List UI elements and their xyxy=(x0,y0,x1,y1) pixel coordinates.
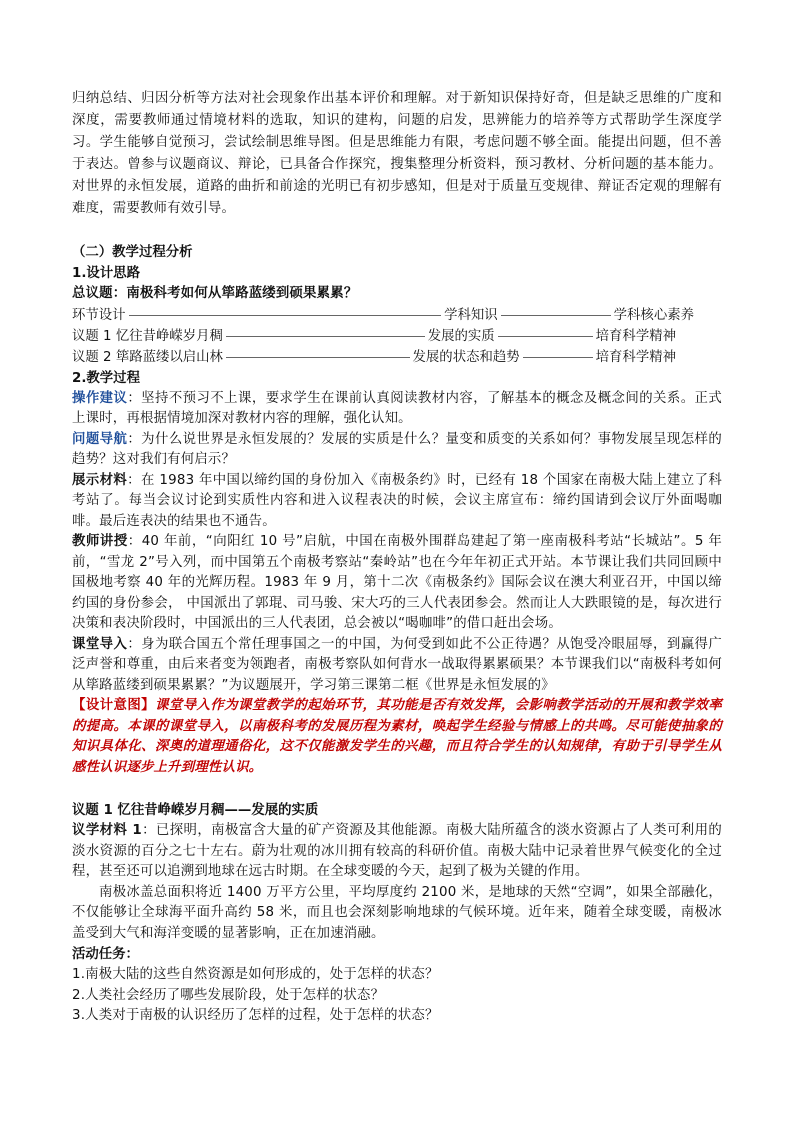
material-1 xyxy=(72,821,722,883)
design-intent-text: 课堂导入作为课堂教学的起始环节，其功能是否有效发挥，会影响教学活动的开展和教学效率的提高。本课的课堂导入，以南极科考的发展历程为素材，唤起学生经验与情感上的共鸣。尽可能使抽象的知识具体化、深奥的道理通俗化，这不仅能激发学生的兴趣，而且符合学生的认知规律，有助于引导学生从感性认识逐步上升到理性认识。 xyxy=(72,698,722,775)
dash-line xyxy=(498,336,593,337)
overall-topic xyxy=(72,284,722,305)
design-table-row xyxy=(72,347,722,368)
display-material-label: 展示材料 xyxy=(72,472,128,488)
table-cell: 学科知识 xyxy=(444,307,498,323)
table-cell: 议题 1 忆往昔峥嵘岁月稠 xyxy=(72,328,223,344)
teacher-lecture-text: ：40 年前，“向阳红 10 号”启航，中国在南极外围群岛建起了第一座南极科考站“长城站”。5 年前，“雪龙 2”号入列，而中国第五个南极考察站“秦岭站”也在今年年初正式开站。本节课让我们共同回顾中国极地考察 40 年的光辉历程。1983 年 9 月，第十二次《南极条约》国际会议在澳大利亚召开，中国以缔约国的身份参会， 中国派出了郭琨、司马骏、宋大巧的三人代表团参会。然而让人大跌眼镜的是，每次进行决策和表决阶段时，中国派出的三人代表团，总会被以“喝咖啡”的借口赶出会场。 xyxy=(72,534,722,631)
display-material xyxy=(72,471,722,533)
operation-text: ：坚持不预习不上课，要求学生在课前认真阅读教材内容，了解基本的概念及概念间的关系。正式上课时，再根据情境加深对教材内容的理解，强化认知。 xyxy=(72,390,722,426)
task-item: 1.南极大陆的这些自然资源是如何形成的，处于怎样的状态？ xyxy=(72,967,439,982)
question-navigation xyxy=(72,430,722,471)
dash-line xyxy=(501,315,611,316)
topic1-heading: 议题 1 忆往昔峥嵘岁月稠——发展的实质 xyxy=(72,803,319,818)
operation-label: 操作建议 xyxy=(72,390,128,406)
question-nav-label: 问题导航 xyxy=(72,431,128,447)
activity-task-heading: 活动任务： xyxy=(72,947,139,962)
table-cell: 发展的实质 xyxy=(427,328,495,344)
document-page xyxy=(72,88,722,1027)
design-intent-label: 【设计意图】 xyxy=(72,698,156,713)
design-table-header xyxy=(72,305,722,326)
overall-topic-label: 总议题： xyxy=(72,286,127,301)
section-heading: （二）教学过程分析 xyxy=(72,245,193,260)
class-introduction xyxy=(72,635,722,697)
material-1-label: 议学材料 1 xyxy=(72,823,142,838)
material-1-paragraph-2: 南极冰盖总面积将近 1400 万平方公里，平均厚度约 2100 米，是地球的天然“空调”，如果全部融化，不仅能够让全球海平面升高约 58 米，而且也会深刻影响地球的气候环境。近年来，随着全球变暖，南极冰盖受到大气和海洋变暖的显著影响，正在加速消融。 xyxy=(72,884,722,941)
material-1-text: ：已探明，南极富含大量的矿产资源及其他能源。南极大陆所蕴含的淡水资源占了人类可利用的淡水资源的百分之七十左右。蔚为壮观的冰川拥有较高的科研价值。南极大陆中记录着世界气候变化的全过程，甚至还可以追溯到地球在远古时期。在全球变暖的今天，起到了极为关键的作用。 xyxy=(72,823,722,879)
dash-line xyxy=(226,336,425,337)
dash-line xyxy=(523,357,593,358)
design-table-row xyxy=(72,326,722,347)
table-cell: 培育科学精神 xyxy=(595,328,676,344)
table-cell: 环节设计 xyxy=(72,307,126,323)
display-material-text: ：在 1983 年中国以缔约国的身份加入《南极条约》时，已经有 18 个国家在南极大陆上建立了科考站了。每当会议讨论到实质性内容和进入议程表决的时候，会议主席宣布：缔约国请到会议厅外面喝咖啡。最后连表决的结果也不通告。 xyxy=(72,472,722,529)
dash-line xyxy=(226,357,410,358)
intro-paragraph: 归纳总结、归因分析等方法对社会现象作出基本评价和理解。对于新知识保持好奇，但是缺乏思维的广度和深度，需要教师通过情境材料的选取，知识的建构，问题的启发，思辨能力的培养等方式帮助学生深度学习。学生能够自觉预习，尝试绘制思维导图。但是思维能力有限，考虑问题不够全面。能提出问题，但不善于表达。曾参与议题商议、辩论，已具备合作探究，搜集整理分析资料，预习教材、分析问题的基本能力。对世界的永恒发展，道路的曲折和前途的光明已有初步感知，但是对于质量互变规律、辩证否定观的理解有难度，需要教师有效引导。 xyxy=(72,91,722,216)
design-intent xyxy=(72,696,722,778)
design-idea-heading: 1.设计思路 xyxy=(72,266,140,281)
spacer xyxy=(72,778,722,800)
teacher-lecture xyxy=(72,532,722,635)
table-cell: 培育科学精神 xyxy=(595,349,676,365)
question-nav-text: ：为什么说世界是永恒发展的？发展的实质是什么？量变和质变的关系如何？事物发展呈现怎样的趋势？这对我们有何启示？ xyxy=(72,431,722,467)
teaching-process-heading: 2.教学过程 xyxy=(72,370,140,386)
task-item: 2.人类社会经历了哪些发展阶段，处于怎样的状态？ xyxy=(72,987,385,1003)
operation-suggestion xyxy=(72,389,722,430)
table-cell: 学科核心素养 xyxy=(613,307,694,323)
overall-topic-text: 南极科考如何从筚路蓝缕到硕果累累？ xyxy=(126,286,358,301)
class-intro-label: 课堂导入 xyxy=(72,636,128,652)
spacer xyxy=(72,220,722,242)
table-cell: 发展的状态和趋势 xyxy=(412,349,520,365)
teacher-lecture-label: 教师讲授 xyxy=(72,534,128,549)
dash-line xyxy=(129,315,442,316)
class-intro-text: ：身为联合国五个常任理事国之一的中国，为何受到如此不公正待遇？从饱受冷眼屈辱，到赢得广泛声誉和尊重，由后来者变为领跑者，南极考察队如何背水一战取得累累硕果？本节课我们以“南极科考如何从筚路蓝缕到硕果累累？”为议题展开，学习第三课第二框《世界是永恒发展的》 xyxy=(72,636,722,693)
table-cell: 议题 2 筚路蓝缕以启山林 xyxy=(72,349,223,365)
task-item: 3.人类对于南极的认识经历了怎样的过程，处于怎样的状态？ xyxy=(72,1008,439,1023)
